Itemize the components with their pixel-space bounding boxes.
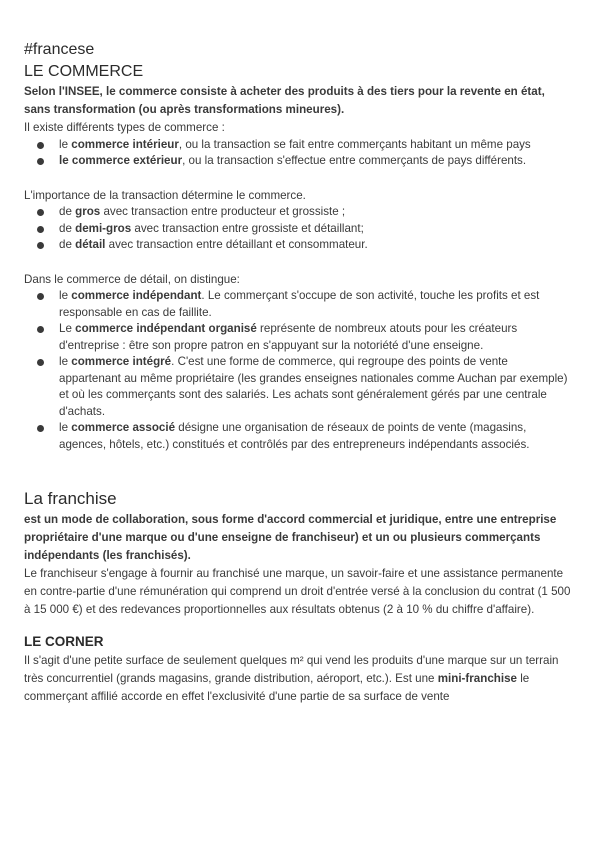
bullet-icon (37, 226, 44, 233)
list-item: le commerce indépendant. Le commerçant s'occupe de son activité, touche les profits et est responsable en cas de faillite. (24, 288, 572, 321)
importance-text: L'importance de la transaction détermine le commerce. (24, 188, 306, 202)
list-item: de gros avec transaction entre producteur et grossiste ; (24, 204, 572, 221)
list-item: le commerce extérieur, ou la transaction s'effectue entre commerçants de pays différents. (24, 153, 572, 170)
franchise-definition: est un mode de collaboration, sous forme d'accord commercial et juridique, entre une entreprise propriétaire d'une marque ou d'une enseigne de franchiseur) et un ou plusieurs commerçants indépendants (les franchisés). (24, 513, 557, 562)
bullet-icon (37, 158, 44, 165)
commerce-definition: Selon l'INSEE, le commerce consiste à acheter des produits à des tiers pour la revente en état, sans transformation (ou après transformations mineures). (24, 85, 545, 116)
bullet-icon (37, 209, 44, 216)
list-item: Le commerce indépendant organisé représente de nombreux atouts pour les créateurs d'entreprise : être son propre patron en s'appuyant sur la notoriété d'une enseigne. (24, 321, 572, 354)
section-title-corner: LE CORNER (24, 634, 104, 649)
levels-list (24, 204, 572, 254)
franchise-body: Le franchiseur s'engage à fournir au franchisé une marque, un savoir-faire et une assistance permanente en contre-partie d'une rémunération qui comprend un droit d'entrée versé à la conclusion du contrat (1 500 à 15 000 €) et des redevances proportionnelles aux résultats obtenus (2 à 10 % du chiffre d'affaire). (24, 567, 571, 616)
detail-intro: Dans le commerce de détail, on distingue: (24, 272, 240, 286)
detail-list (24, 288, 572, 453)
types-list (24, 137, 572, 170)
section-title-commerce: LE COMMERCE (24, 63, 144, 80)
bullet-icon (37, 293, 44, 300)
list-item: de détail avec transaction entre détaillant et consommateur. (24, 237, 572, 254)
bullet-icon (37, 359, 44, 366)
section-title-franchise: La franchise (24, 489, 117, 508)
hashtag: #francese (24, 41, 95, 58)
list-item: le commerce intégré. C'est une forme de commerce, qui regroupe des points de vente appartenant au même propriétaire (les grandes enseignes nationales comme Auchan par exemple) et où les commerçants sont des salariés. Les achats sont généralement gérés par une centrale d'achats. (24, 354, 572, 420)
list-item: le commerce intérieur, ou la transaction se fait entre commerçants habitant un même pays (24, 137, 572, 154)
list-item: le commerce associé désigne une organisation de réseaux de points de vente (magasins, agences, hôtels, etc.) constitués et contrôlés par des entrepreneurs indépendants associés. (24, 420, 572, 453)
bullet-icon (37, 326, 44, 333)
list-item: de demi-gros avec transaction entre grossiste et détaillant; (24, 221, 572, 238)
corner-body: Il s'agit d'une petite surface de seulement quelques m² qui vend les produits d'une marque sur un terrain très concurrentiel (grands magasins, grande distribution, aéroport, etc.). Est une mini-franchise le commerçant affilié accorde en effet l'exclusivité d'une partie de sa surface de vente (24, 654, 559, 703)
bullet-icon (37, 142, 44, 149)
bullet-icon (37, 425, 44, 432)
types-intro: Il existe différents types de commerce : (24, 121, 225, 134)
bullet-icon (37, 242, 44, 249)
